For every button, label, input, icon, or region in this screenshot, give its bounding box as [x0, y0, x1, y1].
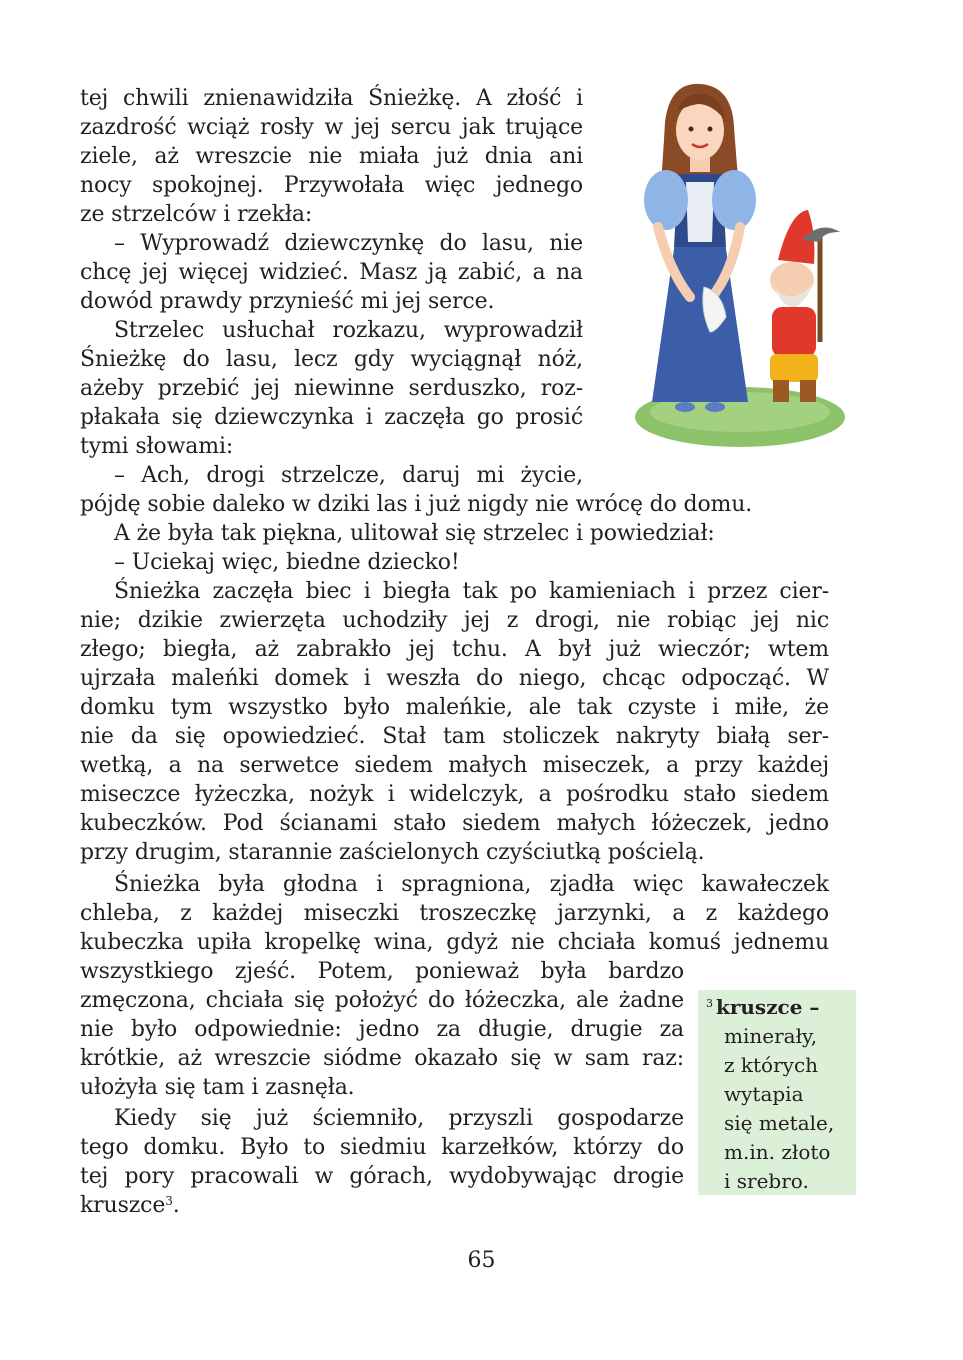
dwarf-left-boot: [773, 380, 789, 402]
text-line: – Ach, drogi strzelcze, daruj mi życie,: [114, 463, 583, 488]
left-sleeve: [644, 170, 688, 230]
text-line: kubeczków. Pod ścianami stało siedem małych łóżeczek, jedno: [80, 811, 829, 836]
footnote-line: wytapia: [724, 1082, 804, 1106]
text-line: domku tym wszystko było maleńkie, ale tak czyste i miłe, że: [80, 695, 829, 720]
text-line: miseczce łyżeczka, nożyk i widelczyk, a pośrodku stało siedem: [80, 782, 829, 807]
text-line: zmęczona, chciała się położyć do łóżeczka, ale żadne: [80, 988, 684, 1013]
footnote-line: i srebro.: [724, 1169, 809, 1193]
text-line: dowód prawdy przynieść mi jej serce.: [80, 289, 495, 314]
text-line: nocy spokojnej. Przywołała więc jednego: [80, 173, 583, 198]
text-line: nie da się opowiedzieć. Stał tam stoliczek nakryty białą ser-: [80, 724, 829, 749]
text-line: Kiedy się już ściemniło, przyszli gospodarze: [114, 1106, 684, 1131]
text-line: A że była tak piękna, ulitował się strzelec i powiedział:: [114, 521, 715, 546]
text-line: chleba, z każdej miseczki troszeczkę jarzynki, a z każdego: [80, 901, 829, 926]
text-line: przy drugim, starannie zaścielonych czyściutką pościelą.: [80, 840, 705, 865]
text-line: tej chwili znienawidziła Śnieżkę. A złość i: [80, 86, 583, 111]
text-line: ułożyła się tam i zasnęła.: [80, 1075, 355, 1100]
right-eye: [708, 127, 713, 132]
text-line: ujrzała maleńki domek i weszła do niego, chcąc odpocząć. W: [80, 666, 829, 691]
text-line: krótkie, aż wreszcie siódme okazało się w sam raz:: [80, 1046, 684, 1071]
text-line: – Uciekaj więc, biedne dziecko!: [114, 550, 460, 575]
text-line: nie było odpowiednie: jedno za długie, drugie za: [80, 1017, 684, 1042]
footnote-line: minerały,: [724, 1024, 818, 1048]
text-line: ziele, aż wreszcie nie miała już dnia ani: [80, 144, 583, 169]
text-line-last: kruszce$^3$.: [80, 1193, 180, 1218]
footnote-line: się metale,: [724, 1111, 835, 1135]
text-line: Śnieżkę do lasu, lecz gdy wyciągnął nóż,: [80, 347, 583, 372]
text-line: Śnieżka zaczęła biec i biegła tak po kamieniach i przez cier-: [114, 579, 829, 604]
snow-white-dwarf-illustration: [630, 82, 845, 452]
text-line: wetką, a na serwetce siedem małych miseczek, a przy każdej: [80, 753, 829, 778]
text-line: Strzelec usłuchał rozkazu, wyprowadził: [114, 318, 583, 343]
text-line: – Wyprowadź dziewczynkę do lasu, nie: [114, 231, 583, 256]
text-line: Śnieżka była głodna i spragniona, zjadła więc kawałeczek: [114, 872, 829, 897]
left-eye: [689, 127, 694, 132]
dwarf-pants: [770, 354, 818, 382]
footnote-box: [698, 990, 856, 1195]
left-shoe: [675, 402, 695, 412]
text-line: złego; biegła, aż zabrakło jej tchu. A był już wieczór; wtem: [80, 637, 829, 662]
text-line: ze strzelców i rzekła:: [80, 202, 313, 227]
right-shoe: [705, 402, 725, 412]
footnote-reference[interactable]: 3: [165, 1194, 173, 1208]
footnote-line: m.in. złoto: [724, 1140, 831, 1164]
bodice-front: [686, 182, 714, 242]
text-line: wszystkiego zjeść. Potem, ponieważ była bardzo: [80, 959, 684, 984]
text-line: zazdrość wciąż rosły w jej sercu jak trujące: [80, 115, 583, 140]
text-line: tej pory pracowali w górach, wydobywając drogie: [80, 1164, 684, 1189]
footnote-number: 3: [706, 997, 713, 1010]
text-line: chcę jej więcej widzieć. Masz ją zabić, a na: [80, 260, 583, 285]
dwarf-shirt: [772, 307, 816, 357]
right-sleeve: [712, 170, 756, 230]
text-line: pójdę sobie daleko w dziki las i już nigdy nie wrócę do domu.: [80, 492, 753, 517]
text-line: tymi słowami:: [80, 434, 234, 459]
footnote-term: $^3$ kruszce –: [706, 995, 820, 1019]
text-line: płakała się dziewczynka i zaczęła go prosić: [80, 405, 583, 430]
text-line: kubeczka upiła kropelkę wina, gdyż nie chciała komuś jednemu: [80, 930, 829, 955]
footnote-line: z których: [724, 1053, 819, 1077]
text-line: ażeby przebić jej niewinne serduszko, roz-: [80, 376, 583, 401]
page-number: 65: [467, 1248, 496, 1273]
text-line: tego domku. Było to siedmiu karzełków, którzy do: [80, 1135, 684, 1160]
dwarf-right-boot: [800, 380, 816, 402]
text-line: nie; dzikie zwierzęta uchodziły jej z drogi, nie robiąc jej nic: [80, 608, 829, 633]
